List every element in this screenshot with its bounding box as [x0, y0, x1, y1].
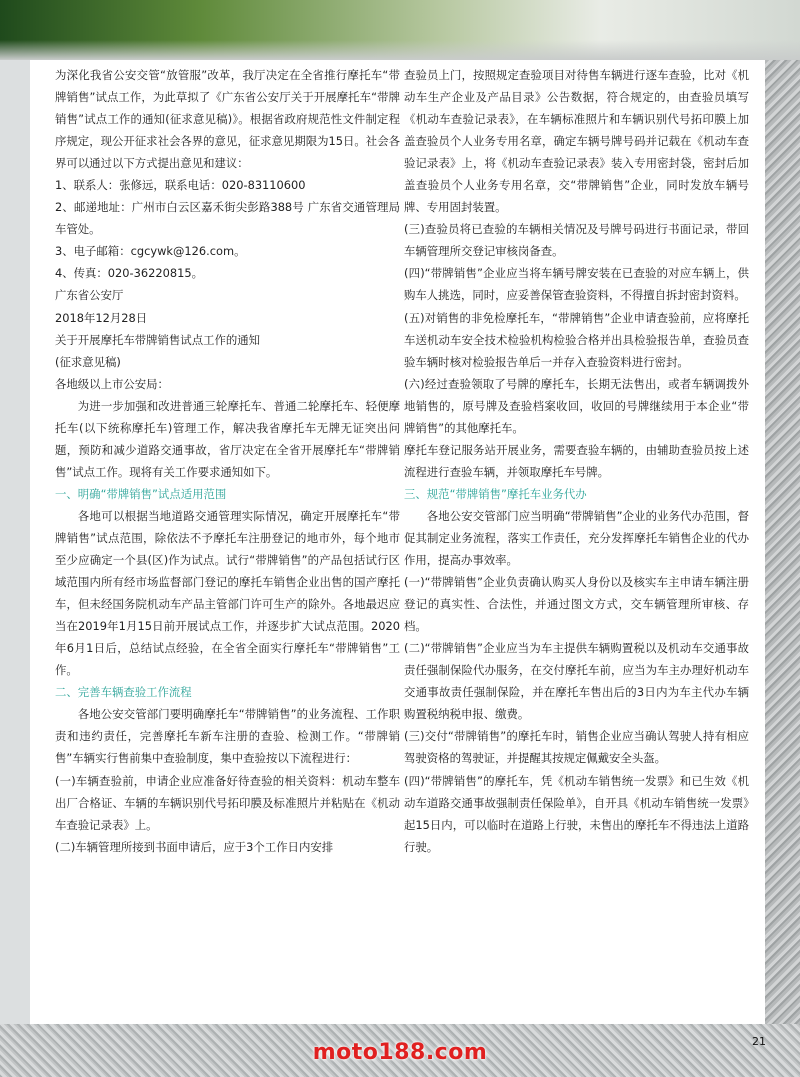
paragraph: (一)车辆查验前，申请企业应准备好待查验的相关资料：机动车整车出厂合格证、车辆的车辆识别代号拓印膜及标准照片并粘贴在《机动车查验记录表》上。 [55, 773, 400, 832]
paragraph: (三)交付“带牌销售”的摩托车时，销售企业应当确认驾驶人持有相应驾驶资格的驾驶证，并提醒其按规定佩戴安全头盔。 [404, 729, 749, 766]
section-heading: 一、明确“带牌销售”试点适用范围 [55, 486, 227, 501]
paragraph: 广东省公安厅 [55, 288, 124, 303]
paragraph: 2、邮递地址：广州市白云区嘉禾街尖彭路388号 广东省交通管理局车管处。 [55, 200, 400, 237]
section-heading: 二、完善车辆查验工作流程 [55, 685, 192, 700]
paragraph: 关于开展摩托车带牌销售试点工作的通知 [55, 332, 261, 347]
paragraph: (四)“带牌销售”企业应当将车辆号牌安装在已查验的对应车辆上，供购车人挑选，同时，应妥善保管查验资料，不得擅自拆封密封资料。 [404, 266, 749, 303]
site-watermark: moto188.com [312, 1040, 488, 1065]
paragraph: (四)“带牌销售”的摩托车，凭《机动车销售统一发票》和已生效《机动车道路交通事故强制责任保险单》，自开具《机动车销售统一发票》起15日内，可以临时在道路上行驶，未售出的摩托车不得违法上道路行驶。 [404, 773, 749, 854]
paragraph: (六)经过查验领取了号牌的摩托车，长期无法售出，或者车辆调拨外地销售的，原号牌及查验档案收回，收回的号牌继续用于本企业“带牌销售”的其他摩托车。 [404, 376, 749, 435]
paragraph: 1、联系人：张修远，联系电话：020-83110600 [55, 178, 306, 193]
paragraph: 4、传真：020-36220815。 [55, 266, 204, 281]
section-heading: 三、规范“带牌销售”摩托车业务代办 [404, 486, 587, 501]
header-photo-strip [0, 0, 800, 60]
right-texture-strip [765, 60, 800, 1077]
right-text-column [404, 64, 749, 858]
paragraph: (五)对销售的非免检摩托车，“带牌销售”企业申请查验前，应将摩托车送机动车安全技术检验机构检验合格并出具检验报告单，查验员查验车辆时核对检验报告单后一并存入查验资料进行密封。 [404, 310, 749, 369]
page-number: 21 [752, 1035, 766, 1048]
paragraph: (三)查验员将已查验的车辆相关情况及号牌号码进行书面记录，带回车辆管理所交登记审核岗备查。 [404, 222, 749, 259]
left-text-column [55, 64, 400, 858]
paragraph: 各地公安交管部门要明确摩托车“带牌销售”的业务流程、工作职责和违约责任，完善摩托车新车注册的查验、检测工作。“带牌销售”车辆实行售前集中查验制度，集中查验按以下流程进行： [55, 707, 400, 766]
paragraph: 为深化我省公安交管“放管服”改革，我厅决定在全省推行摩托车“带牌销售”试点工作，为此草拟了《广东省公安厅关于开展摩托车“带牌销售”试点工作的通知(征求意见稿)》。根据省政府规范性文件制定程序规定，现公开征求社会各界的意见，征求意见期限为15日。社会各界可以通过以下方式提出意见和建议： [55, 68, 400, 171]
paragraph: 摩托车登记服务站开展业务，需要查验车辆的，由辅助查验员按上述流程进行查验车辆，并领取摩托车号牌。 [404, 442, 749, 479]
paragraph: 为进一步加强和改进普通三轮摩托车、普通二轮摩托车、轻便摩托车(以下统称摩托车)管理工作，解决我省摩托车无牌无证突出问题，预防和减少道路交通事故，省厅决定在全省开展摩托车“带牌销售”试点工作。现将有关工作要求通知如下。 [55, 398, 400, 479]
paragraph: (一)“带牌销售”企业负责确认购买人身份以及核实车主申请车辆注册登记的真实性、合法性，并通过图文方式，交车辆管理所审核、存档。 [404, 575, 749, 634]
paragraph: 各地公安交管部门应当明确“带牌销售”企业的业务代办范围，督促其制定业务流程，落实工作责任，充分发挥摩托车销售企业的代办作用，提高办事效率。 [404, 508, 749, 568]
paragraph: (征求意见稿) [55, 354, 121, 369]
paragraph: 查验员上门，按照规定查验项目对待售车辆进行逐车查验，比对《机动车生产企业及产品目录》公告数据，符合规定的，由查验员填写《机动车查验记录表》，在车辆标准照片和车辆识别代号拓印膜上加盖查验员个人业务专用名章，确定车辆号牌号码并记载在《机动车查验记录表》上，将《机动车查验记录表》装入专用密封袋，密封后加盖查验员个人业务专用名章，交“带牌销售”企业，同时发放车辆号牌、专用固封装置。 [404, 68, 749, 215]
paragraph: (二)车辆管理所接到书面申请后，应于3个工作日内安排 [55, 839, 334, 854]
paragraph: 各地可以根据当地道路交通管理实际情况，确定开展摩托车“带牌销售”试点范围，除依法不予摩托车注册登记的地市外，每个地市至少应确定一个县(区)作为试点。试行“带牌销售”的产品包括试行区域范围内所有经市场监督部门登记的摩托车销售企业出售的国产摩托车，但未经国务院机动车产品主管部门许可生产的除外。各地最迟应当在2019年1月15日前开展试点工作，并逐步扩大试点范围。2020年6月1日后，总结试点经验，在全省全面实行摩托车“带牌销售”工作。 [55, 508, 400, 678]
paragraph: 2018年12月28日 [55, 310, 148, 325]
paragraph: (二)“带牌销售”企业应当为车主提供车辆购置税以及机动车交通事故责任强制保险代办服务，在交付摩托车前，应当为车主办理好机动车交通事故责任强制保险，并在摩托车售出后的3日内为车主代办车辆购置税纳税申报、缴费。 [404, 641, 749, 722]
paragraph: 3、电子邮箱：cgcywk@126.com。 [55, 244, 246, 259]
paragraph: 各地级以上市公安局： [55, 376, 169, 391]
